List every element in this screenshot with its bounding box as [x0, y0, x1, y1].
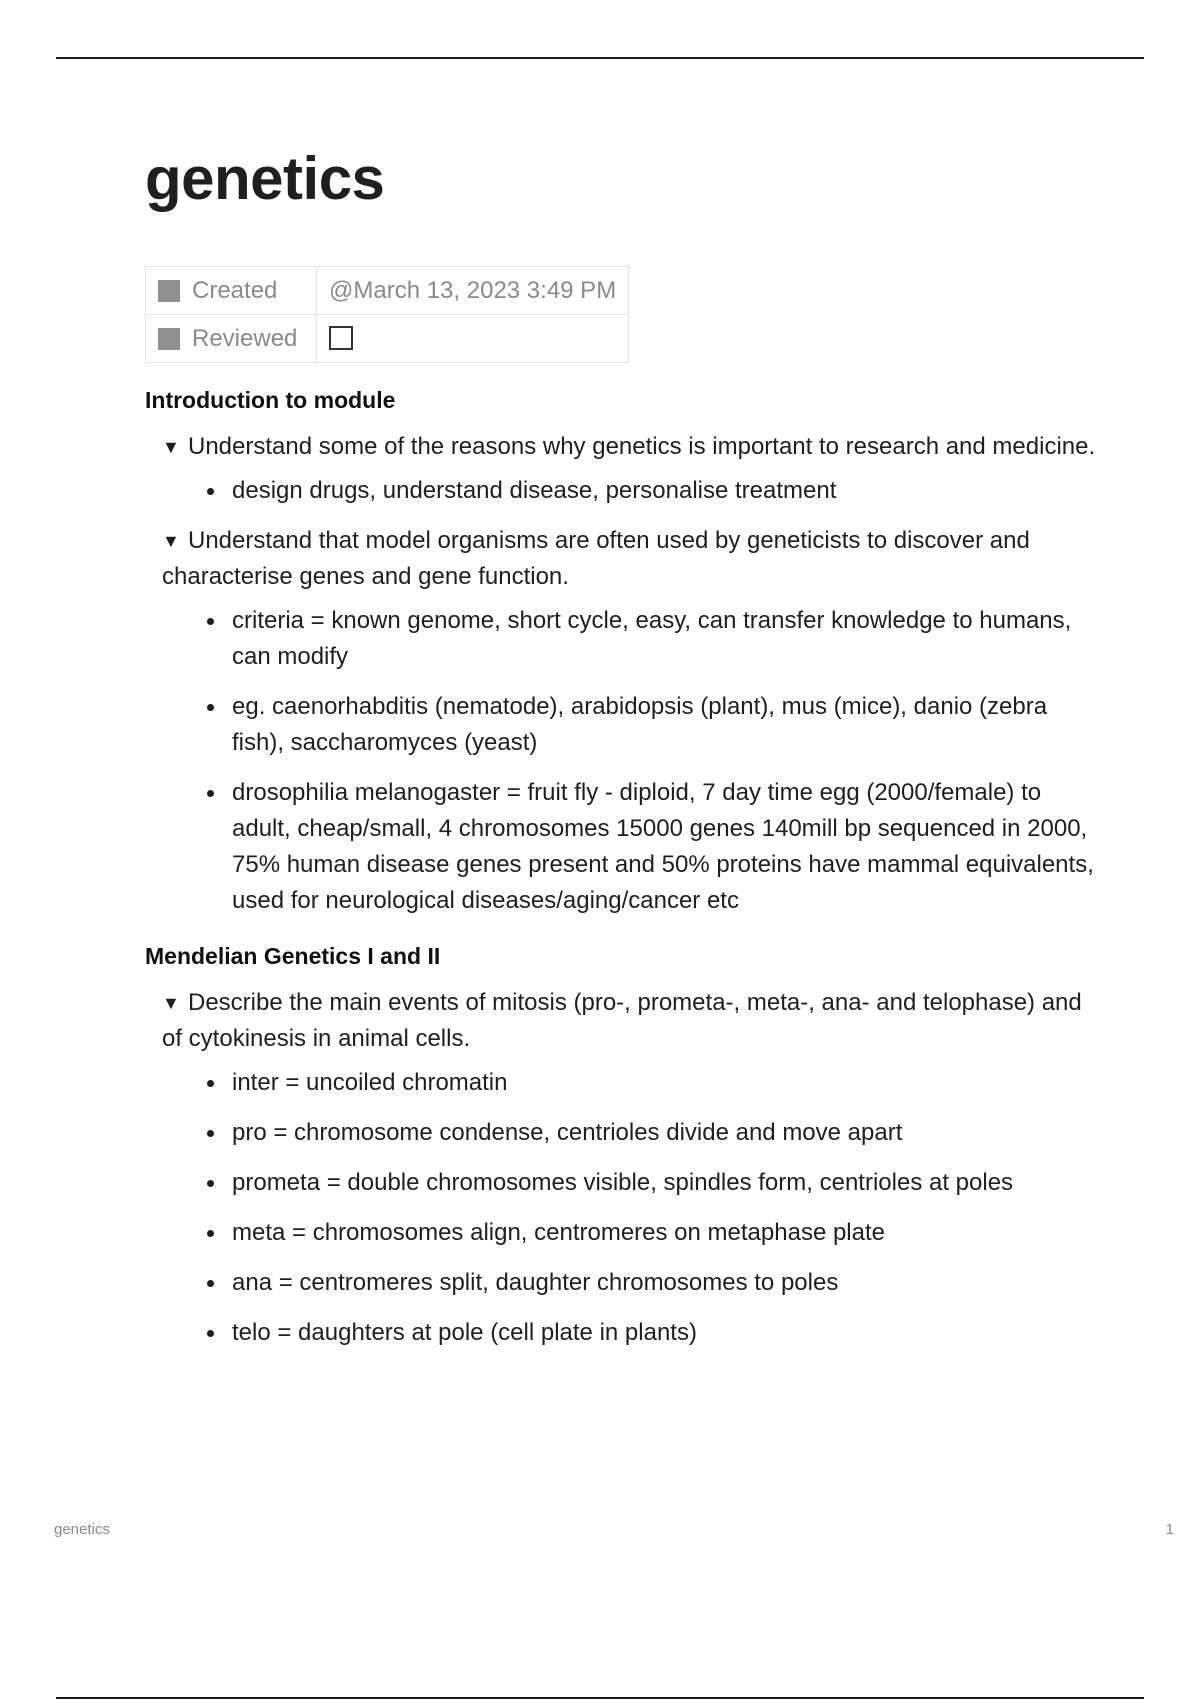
property-key-reviewed	[146, 315, 317, 363]
bullet-list	[145, 473, 1105, 509]
document-content	[145, 383, 1105, 1351]
property-type-icon	[158, 280, 180, 302]
footer-page-number: 1	[1165, 1521, 1174, 1538]
list-item: meta = chromosomes align, centromeres on metaphase plate	[232, 1215, 1105, 1251]
list-item: pro = chromosome condense, centrioles divide and move apart	[232, 1115, 1105, 1151]
property-row-reviewed	[146, 315, 629, 363]
toggle-triangle-icon[interactable]: ▼	[162, 437, 180, 457]
list-item: design drugs, understand disease, personalise treatment	[232, 473, 1105, 509]
property-row-created	[146, 267, 629, 315]
section-heading: Introduction to module	[145, 387, 396, 413]
list-item: criteria = known genome, short cycle, easy, can transfer knowledge to humans, can modify	[232, 603, 1105, 675]
list-item: drosophilia melanogaster = fruit fly - diploid, 7 day time egg (2000/female) to adult, cheap/small, 4 chromosomes 15000 genes 140mill bp sequenced in 2000, 75% human disease genes present and 50% proteins have mammal equivalents, used for neurological diseases/aging/cancer etc	[232, 775, 1105, 919]
list-item: inter = uncoiled chromatin	[232, 1065, 1105, 1101]
bullet-list	[145, 1065, 1105, 1351]
toggle-triangle-icon[interactable]: ▼	[162, 531, 180, 551]
properties-table	[145, 266, 629, 363]
document-page	[145, 140, 1105, 1365]
list-item: eg. caenorhabditis (nematode), arabidopsis (plant), mus (mice), danio (zebra fish), saccharomyces (yeast)	[232, 689, 1105, 761]
reviewed-checkbox[interactable]	[329, 326, 353, 350]
property-label: Created	[192, 276, 278, 304]
bullet-list	[145, 603, 1105, 919]
toggle-triangle-icon[interactable]: ▼	[162, 993, 180, 1013]
toggle-block	[162, 985, 1105, 1057]
property-label: Reviewed	[192, 324, 298, 352]
page-title: genetics	[145, 145, 385, 212]
toggle-text: Understand that model organisms are often used by geneticists to discover and characterise genes and gene function.	[162, 527, 1030, 590]
property-key-created	[146, 267, 317, 315]
list-item: prometa = double chromosomes visible, spindles form, centrioles at poles	[232, 1165, 1105, 1201]
bottom-rule	[56, 1697, 1144, 1699]
property-value-reviewed	[317, 315, 629, 363]
section-heading: Mendelian Genetics I and II	[145, 943, 441, 969]
toggle-block	[162, 429, 1105, 465]
toggle-text: Describe the main events of mitosis (pro-, prometa-, meta-, ana- and telophase) and of cytokinesis in animal cells.	[162, 989, 1082, 1052]
property-value-created[interactable]: @March 13, 2023 3:49 PM	[317, 267, 629, 315]
top-rule	[56, 57, 1144, 59]
toggle-text: Understand some of the reasons why genetics is important to research and medicine.	[188, 433, 1096, 460]
footer-doc-name: genetics	[54, 1521, 110, 1538]
list-item: telo = daughters at pole (cell plate in plants)	[232, 1315, 1105, 1351]
toggle-block	[162, 523, 1105, 595]
property-type-icon	[158, 328, 180, 350]
list-item: ana = centromeres split, daughter chromosomes to poles	[232, 1265, 1105, 1301]
